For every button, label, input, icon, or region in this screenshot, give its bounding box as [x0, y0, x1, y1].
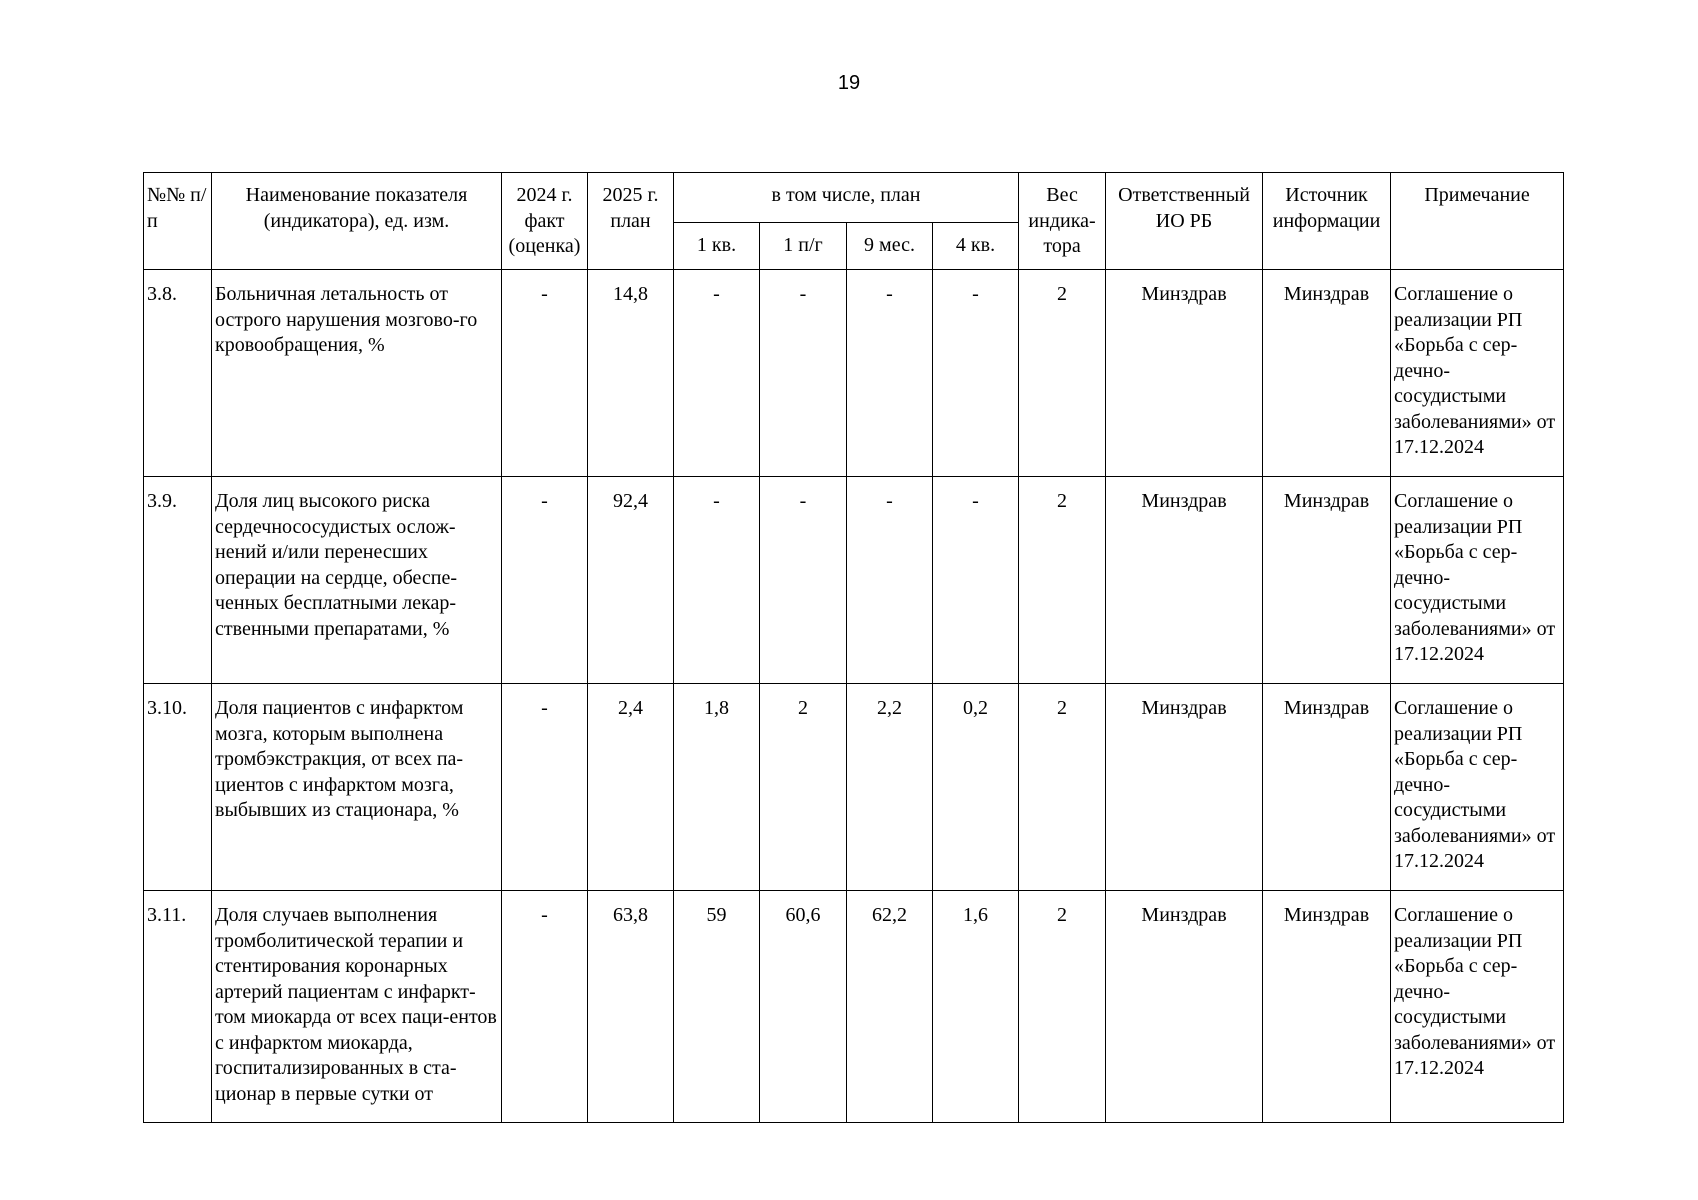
- row-num: 3.9.: [144, 477, 212, 684]
- row-responsible: Минздрав: [1106, 270, 1263, 477]
- header-note: Примечание: [1391, 173, 1564, 270]
- row-plan-2025: 92,4: [588, 477, 674, 684]
- row-note: Соглашение о реализации РП «Борьба с сер-дечно-сосудистыми заболеваниями» от 17.12.2024: [1391, 891, 1564, 1123]
- table-row: [144, 891, 1564, 1123]
- row-responsible: Минздрав: [1106, 684, 1263, 891]
- row-9m: 62,2: [847, 891, 933, 1123]
- header-h1: 1 п/г: [760, 223, 847, 270]
- row-source: Минздрав: [1263, 891, 1391, 1123]
- header-source: Источник информации: [1263, 173, 1391, 270]
- row-q1: -: [674, 477, 760, 684]
- header-fact-2024: 2024 г. факт (оценка): [502, 173, 588, 270]
- row-name: Больничная летальность от острого нарушения мозгово-го кровообращения, %: [212, 270, 502, 477]
- page-number: 19: [837, 72, 861, 94]
- row-num: 3.8.: [144, 270, 212, 477]
- row-name: Доля лиц высокого риска сердечнососудистых ослож-нений и/или перенесших операции на сердце, обеспе-ченных бесплатными лекар-ственными препаратами, %: [212, 477, 502, 684]
- row-q1: 59: [674, 891, 760, 1123]
- header-q1: 1 кв.: [674, 223, 760, 270]
- row-num: 3.11.: [144, 891, 212, 1123]
- row-source: Минздрав: [1263, 270, 1391, 477]
- row-note: Соглашение о реализации РП «Борьба с сер-дечно-сосудистыми заболеваниями» от 17.12.2024: [1391, 477, 1564, 684]
- header-name: Наименование показателя (индикатора), ед. изм.: [212, 173, 502, 270]
- header-responsible: Ответственный ИО РБ: [1106, 173, 1263, 270]
- row-h1: -: [760, 477, 847, 684]
- row-9m: -: [847, 270, 933, 477]
- row-9m: -: [847, 477, 933, 684]
- row-9m: 2,2: [847, 684, 933, 891]
- row-plan-2025: 14,8: [588, 270, 674, 477]
- row-fact-2024: -: [502, 684, 588, 891]
- row-q4: -: [933, 477, 1019, 684]
- row-responsible: Минздрав: [1106, 477, 1263, 684]
- row-weight: 2: [1019, 891, 1106, 1123]
- row-weight: 2: [1019, 684, 1106, 891]
- row-plan-2025: 2,4: [588, 684, 674, 891]
- row-q1: -: [674, 270, 760, 477]
- row-name: [212, 891, 502, 1123]
- row-h1: 60,6: [760, 891, 847, 1123]
- row-weight: 2: [1019, 270, 1106, 477]
- row-fact-2024: -: [502, 477, 588, 684]
- row-source: Минздрав: [1263, 684, 1391, 891]
- table-row: [144, 684, 1564, 891]
- indicators-table: [143, 172, 1564, 1123]
- row-responsible: Минздрав: [1106, 891, 1263, 1123]
- row-fact-2024: -: [502, 270, 588, 477]
- row-num: 3.10.: [144, 684, 212, 891]
- header-num: №№ п/п: [144, 173, 212, 270]
- row-name: Доля пациентов с инфарктом мозга, которым выполнена тромбэкстракция, от всех па-циентов с инфарктом мозга, выбывших из стационара, %: [212, 684, 502, 891]
- row-name-text: Доля случаев выполнения тромболитической терапии и стентирования коронарных артерий пациентам с инфаркт-том миокарда от всех паци-ентов с инфарктом миокарда, госпитализированных в ста-ционар в первые сутки от: [215, 904, 497, 1105]
- row-q4: 1,6: [933, 891, 1019, 1123]
- row-source: Минздрав: [1263, 477, 1391, 684]
- row-h1: -: [760, 270, 847, 477]
- table-row: [144, 477, 1564, 684]
- header-9m: 9 мес.: [847, 223, 933, 270]
- row-q4: 0,2: [933, 684, 1019, 891]
- row-note: Соглашение о реализации РП «Борьба с сер-дечно-сосудистыми заболеваниями» от 17.12.2024: [1391, 270, 1564, 477]
- header-including-plan: в том числе, план: [674, 173, 1019, 223]
- header-row: [144, 173, 1564, 223]
- row-fact-2024: -: [502, 891, 588, 1123]
- row-plan-2025: 63,8: [588, 891, 674, 1123]
- header-plan-2025: 2025 г. план: [588, 173, 674, 270]
- row-h1: 2: [760, 684, 847, 891]
- row-q4: -: [933, 270, 1019, 477]
- row-weight: 2: [1019, 477, 1106, 684]
- header-weight: Вес индика-тора: [1019, 173, 1106, 270]
- header-q4: 4 кв.: [933, 223, 1019, 270]
- row-note: Соглашение о реализации РП «Борьба с сер-дечно-сосудистыми заболеваниями» от 17.12.2024: [1391, 684, 1564, 891]
- table-row: [144, 270, 1564, 477]
- row-q1: 1,8: [674, 684, 760, 891]
